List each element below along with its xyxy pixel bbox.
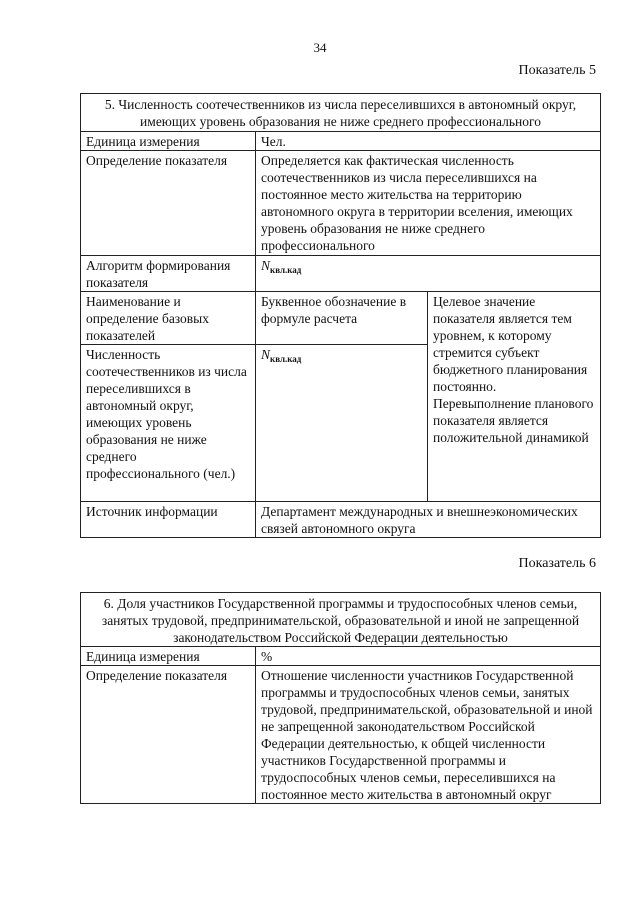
indicator-6-label: Показатель 6 xyxy=(518,556,596,571)
formula-symbol: $N_{квл.кад}$ xyxy=(261,258,302,275)
base-indicator-symbol xyxy=(256,345,428,502)
indicator-5-title: 5. Численность соотечественников из числа переселившихся в автономный округ, имеющих уровень образования не ниже среднего профессионального xyxy=(81,94,601,132)
algorithm-label: Алгоритм формирования показателя xyxy=(81,256,256,292)
definition-label: Определение показателя xyxy=(81,151,256,256)
base-names-header: Наименование и определение базовых показателей xyxy=(81,292,256,345)
definition-value: Отношение численности участников Государственной программы и трудоспособных членов семьи, занятых трудовой, предпринимательской, образовательной и иной не запрещенной законодательством Российской Федерации деятельностью, к общей численности участников Государственной программы и трудоспособных членов семьи, переселившихся на постоянное место жительства в автономный округ xyxy=(256,666,601,804)
unit-label: Единица измерения xyxy=(81,132,256,151)
unit-value: % xyxy=(256,647,601,666)
indicator-5-label: Показатель 5 xyxy=(518,63,596,78)
formula-symbol: $N_{квл.кад}$ xyxy=(261,347,302,364)
target-text: Целевое значение показателя является тем уровнем, к которому стремится субъект бюджетного планирования постоянно. Перевыполнение планового показателя является положительной динамикой xyxy=(428,292,601,502)
definition-label: Определение показателя xyxy=(81,666,256,804)
base-indicator-name: Численность соотечественников из числа переселившихся в автономный округ, имеющих уровень образования не ниже среднего профессионального (чел.) xyxy=(81,345,256,502)
unit-label: Единица измерения xyxy=(81,647,256,666)
source-value: Департамент международных и внешнеэкономических связей автономного округа xyxy=(256,502,601,538)
unit-value: Чел. xyxy=(256,132,601,151)
definition-value: Определяется как фактическая численность соотечественников из числа переселившихся на постоянное место жительства на территорию автономного округа в территории вселения, имеющих уровень образования не ниже среднего профессионального xyxy=(256,151,601,256)
indicator-6-table xyxy=(80,592,601,804)
letter-header: Буквенное обозначение в формуле расчета xyxy=(256,292,428,345)
indicator-5-table xyxy=(80,93,601,538)
page-number: 34 xyxy=(313,40,327,55)
source-label: Источник информации xyxy=(81,502,256,538)
indicator-6-title: 6. Доля участников Государственной программы и трудоспособных членов семьи, занятых трудовой, предпринимательской, образовательной и иной не запрещенной законодательством Российской Федерации деятельностью xyxy=(81,593,601,647)
algorithm-formula xyxy=(256,256,601,292)
